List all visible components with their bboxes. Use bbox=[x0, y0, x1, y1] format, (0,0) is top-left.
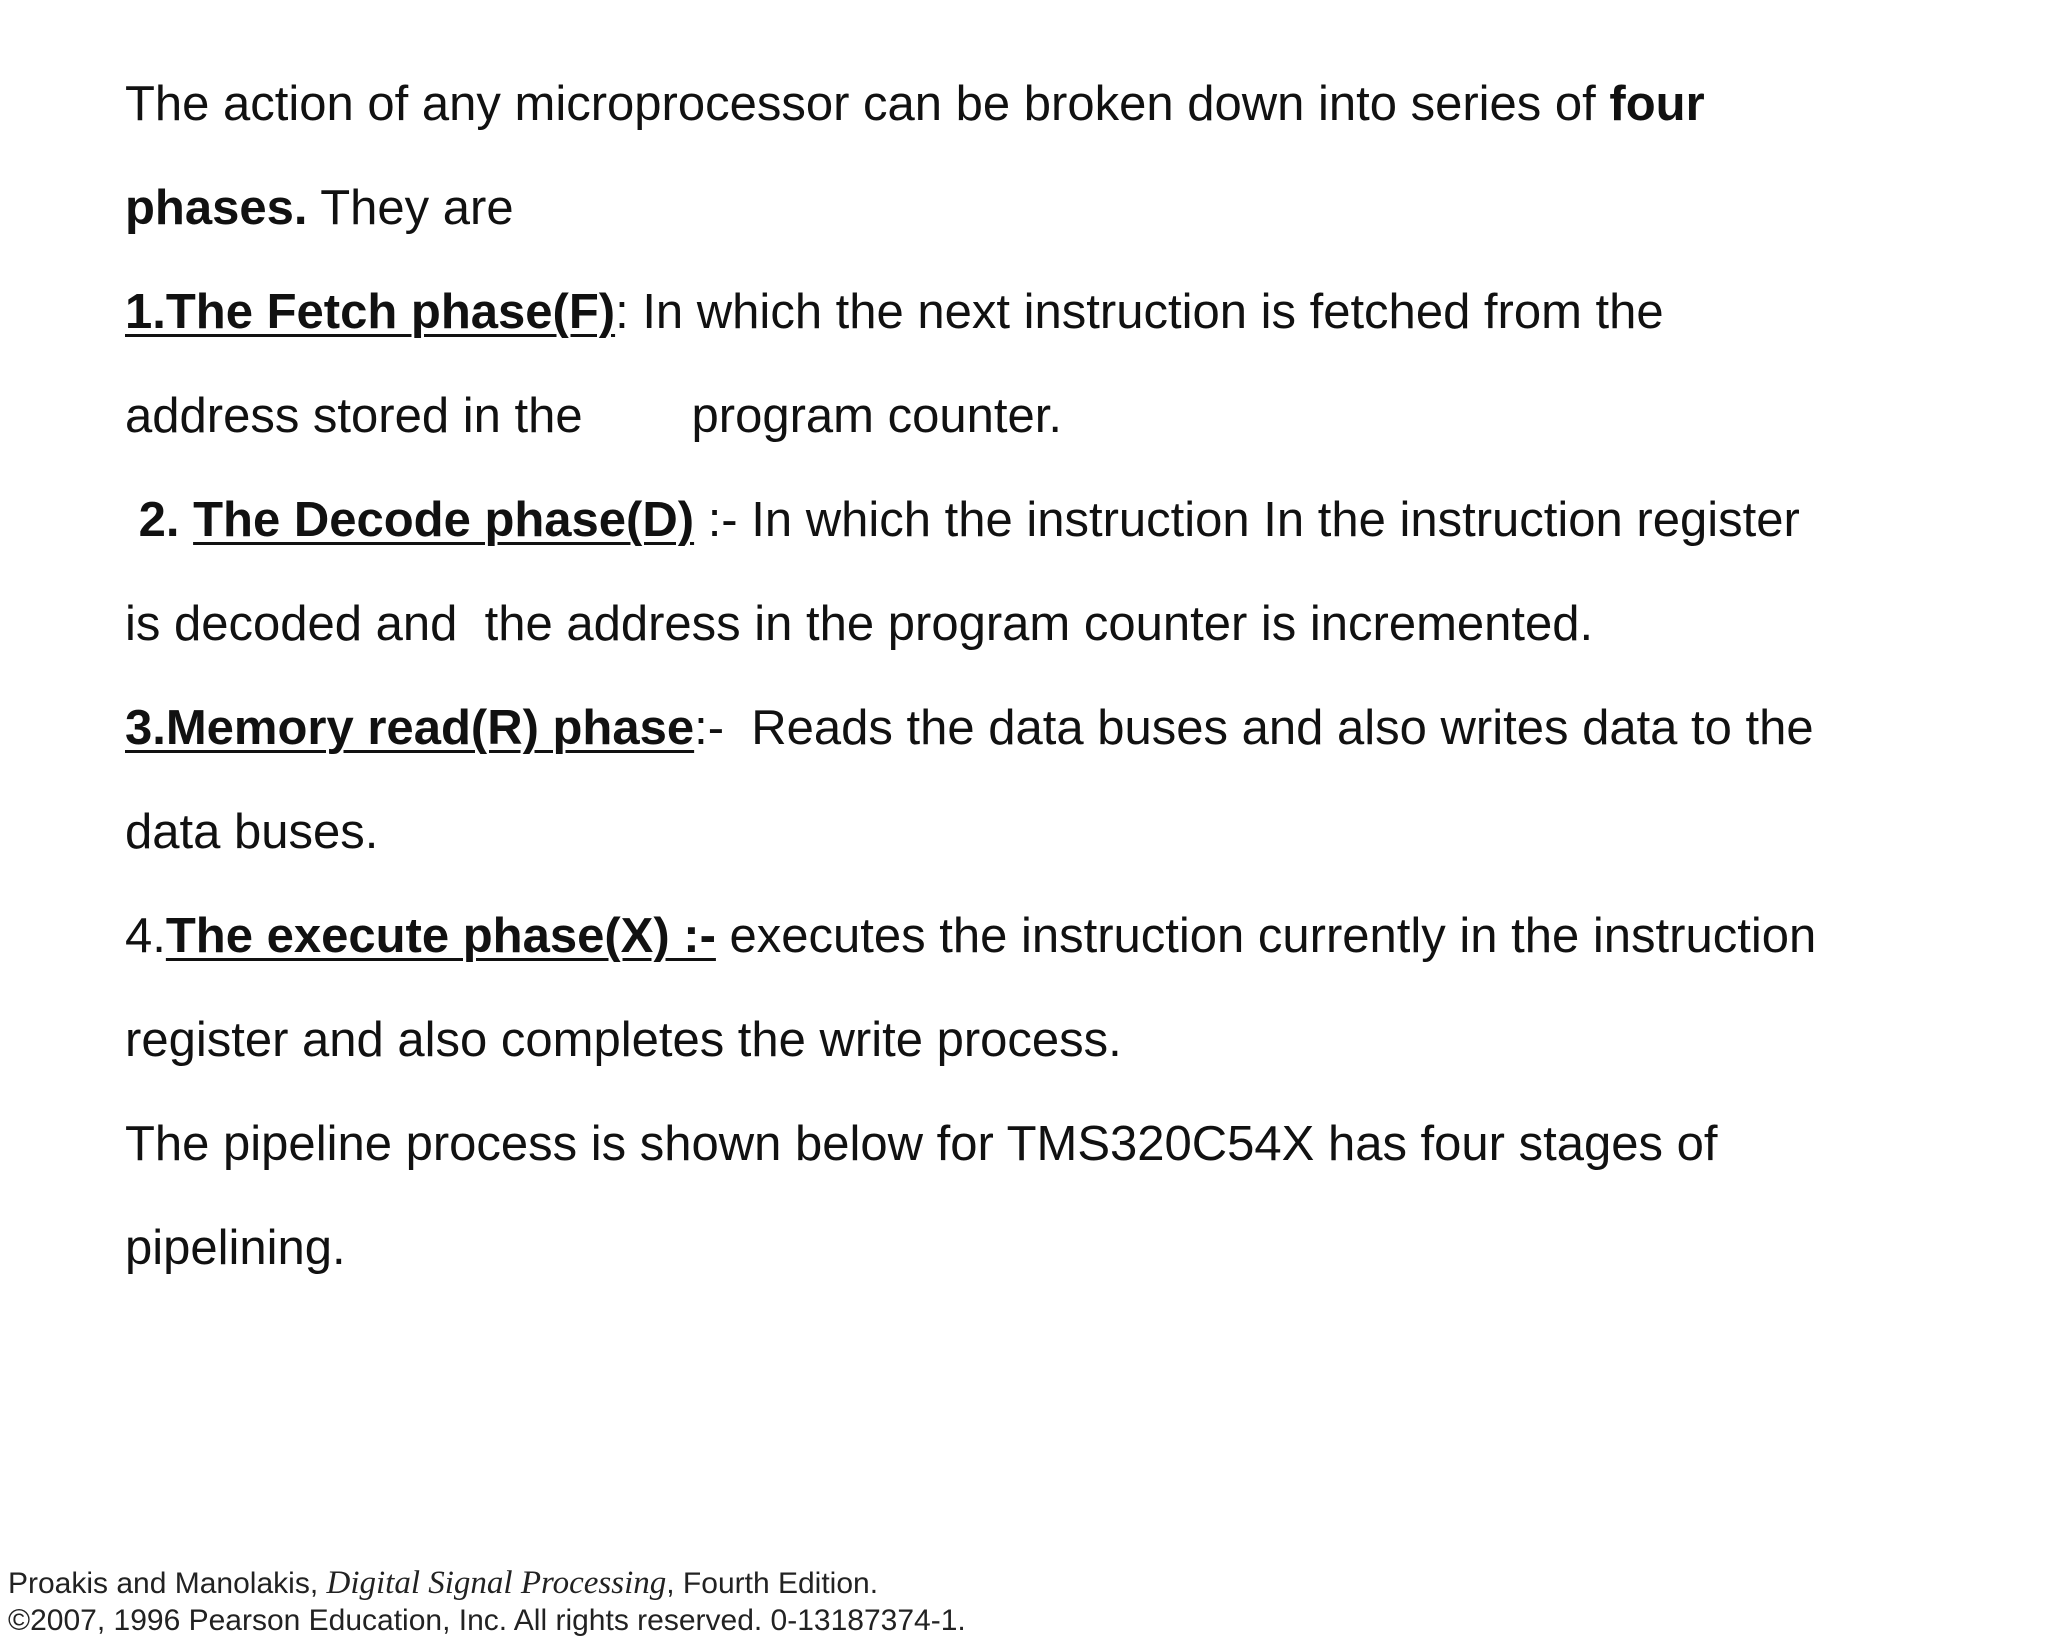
footer-citation bbox=[8, 1565, 966, 1602]
phase-description-cont: register and also completes the write process. bbox=[125, 1013, 1122, 1067]
intro-bold-four: four bbox=[1609, 77, 1705, 131]
phase-prefix: 2. bbox=[125, 493, 194, 547]
phase-memory-read-line-2 bbox=[125, 780, 2005, 884]
phase-execute-line-1 bbox=[125, 884, 2005, 988]
phase-description: In which the instruction In the instruction register bbox=[737, 493, 1800, 547]
phase-description: executes the instruction currently in the instruction bbox=[715, 909, 1817, 963]
phase-prefix: 4. bbox=[125, 909, 166, 963]
phase-execute-line-2 bbox=[125, 988, 2005, 1092]
phase-heading-fetch: 1.The Fetch phase(F) bbox=[125, 285, 616, 339]
footer-edition: , Fourth Edition. bbox=[666, 1567, 879, 1600]
phase-separator: :- bbox=[694, 701, 725, 755]
phase-fetch-line-2 bbox=[125, 364, 2005, 468]
phase-decode-line-2 bbox=[125, 572, 2005, 676]
closing-line-1: The pipeline process is shown below for TMS320C54X has four stages of bbox=[125, 1117, 1718, 1171]
phase-description-cont: data buses. bbox=[125, 805, 379, 859]
phase-description: In which the next instruction is fetched from the bbox=[628, 285, 1664, 339]
document-body bbox=[125, 52, 2005, 1300]
phase-description: Reads the data buses and also writes data to the bbox=[724, 701, 1814, 755]
phase-memory-read-line-1 bbox=[125, 676, 2005, 780]
footer-book-title: Digital Signal Processing bbox=[326, 1565, 667, 1601]
phase-description-cont: address stored in the program counter. bbox=[125, 389, 1062, 443]
footer-authors: Proakis and Manolakis, bbox=[8, 1567, 327, 1600]
phase-description-cont: is decoded and the address in the program counter is incremented. bbox=[125, 597, 1594, 651]
intro-line-1 bbox=[125, 52, 2005, 156]
phase-separator: : bbox=[615, 285, 629, 339]
intro-they-are: They are bbox=[307, 181, 514, 235]
intro-text: The action of any microprocessor can be broken down into series of bbox=[125, 77, 1610, 131]
copyright-footer bbox=[8, 1565, 966, 1639]
phase-heading-decode: The Decode phase(D) bbox=[193, 493, 695, 547]
intro-line-2 bbox=[125, 156, 2005, 260]
phase-heading-memory-read: 3.Memory read(R) phase bbox=[125, 701, 695, 755]
intro-bold-phases: phases. bbox=[125, 181, 308, 235]
phase-heading-execute: The execute phase(X) :- bbox=[165, 909, 716, 963]
phase-separator: :- bbox=[694, 493, 738, 547]
phase-fetch-line-1 bbox=[125, 260, 2005, 364]
footer-copyright: ©2007, 1996 Pearson Education, Inc. All rights reserved. 0-13187374-1. bbox=[8, 1604, 966, 1637]
phase-decode-line-1 bbox=[125, 468, 2005, 572]
closing-line-2: pipelining. bbox=[125, 1221, 346, 1275]
